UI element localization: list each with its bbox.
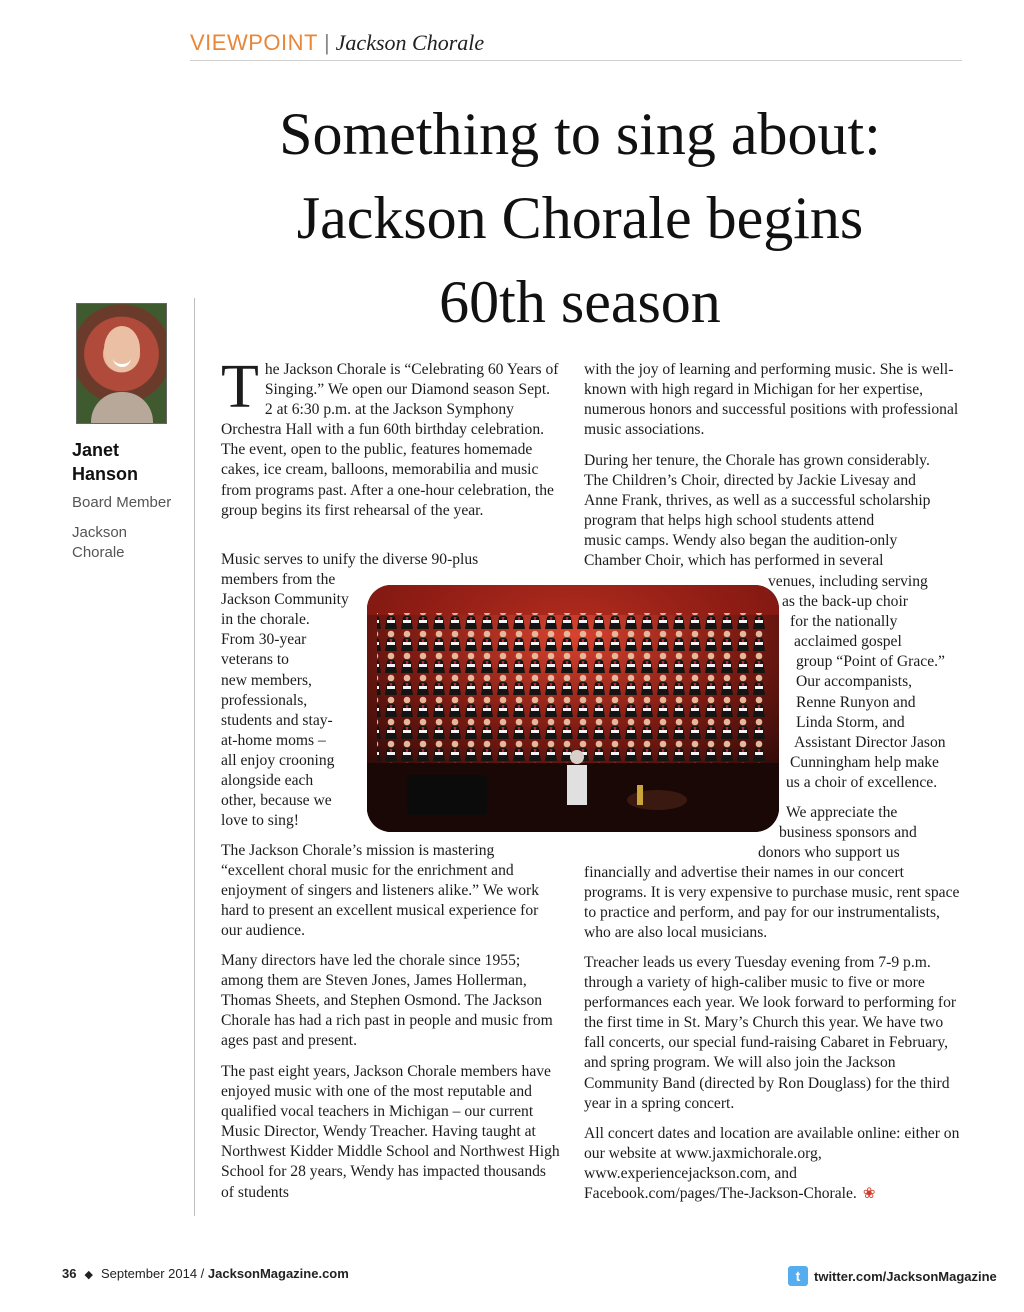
end-mark-icon: ❀ bbox=[862, 1186, 876, 1203]
page-number: 36 bbox=[62, 1266, 77, 1281]
section-label: VIEWPOINT bbox=[190, 30, 318, 55]
para-2-line: From 30-year bbox=[221, 631, 307, 649]
col2-para-2-line: During her tenure, the Chorale has grown considerably. bbox=[584, 452, 930, 469]
column-2-para-2-wrap bbox=[768, 572, 962, 793]
col2-para-3-text: financially and advertise their names in our concert programs. It is very expensive to purchase music, rent space to practice and perform, and pay for our instrumentalists, who are also local musicians. bbox=[584, 864, 960, 942]
author-org-line-1: Jackson bbox=[72, 524, 128, 541]
col2-para-2-line: The Children’s Choir, directed by Jackie Livesay and bbox=[584, 472, 916, 490]
col2-wrap-line: Cunningham help make bbox=[790, 753, 939, 771]
section-header bbox=[190, 30, 484, 56]
column-2-para-3-wrap bbox=[758, 803, 962, 863]
para-2-line: in the chorale. bbox=[221, 611, 310, 629]
column-2-para-3 bbox=[584, 863, 962, 943]
title-line-3: 60th season bbox=[439, 269, 721, 335]
author-org-line-2: Chorale bbox=[72, 544, 125, 561]
twitter-link[interactable]: twitter.com/JacksonMagazine bbox=[814, 1268, 997, 1284]
para-2-line: alongside each bbox=[221, 772, 314, 790]
header-separator: | bbox=[323, 30, 330, 55]
author-first-name: Janet bbox=[72, 440, 120, 460]
col2-wrap-line: Assistant Director Jason bbox=[794, 733, 946, 751]
para-1-intro: he Jackson Chorale is “Celebrating 60 Years of Singing.” We open our Diamond season Sept. 2 at 6:30 p.m. at the Jackson bbox=[264, 361, 559, 419]
col2-wrap-line: business sponsors and bbox=[779, 824, 917, 842]
para-2-line: new members, bbox=[221, 671, 312, 689]
col2-para-2-line: Chamber Choir, which has performed in several bbox=[584, 552, 884, 570]
column-1-para-5 bbox=[221, 1062, 561, 1203]
para-2-line: veterans to bbox=[221, 651, 289, 669]
twitter-icon: t bbox=[788, 1266, 808, 1286]
para-2-line: Jackson Community bbox=[221, 591, 349, 609]
column-2-para-4 bbox=[584, 953, 962, 1114]
para-2-line: other, because we bbox=[221, 792, 332, 810]
diamond-icon: ◆ bbox=[84, 1269, 93, 1281]
article-title bbox=[200, 92, 960, 344]
sidebar-divider bbox=[194, 298, 195, 1216]
column-2-para-1 bbox=[584, 360, 962, 440]
col2-wrap-line: donors who support us bbox=[758, 844, 900, 862]
website-link[interactable]: JacksonMagazine.com bbox=[207, 1266, 349, 1281]
para-2-line: students and stay- bbox=[221, 711, 333, 729]
header-divider bbox=[190, 60, 962, 61]
column-1-para-4 bbox=[221, 951, 561, 1051]
para-2-line: love to sing! bbox=[221, 812, 299, 830]
para-1-rest: Symphony Orchestra Hall with a fun 60th birthday celebration. The event, open to the public, features homemade cakes, ice cream, balloons, memorabilia and music from programs past. After a one-hour celebration, the group begins its first rehearsal of the year. bbox=[221, 401, 554, 519]
col2-wrap-line: Linda Storm, and bbox=[796, 713, 905, 731]
col2-para-5-text: All concert dates and location are available online: either on our website at www.jaxmichorale.org, www.experiencejackson.com, and Facebook.com/pages/The-Jackson-Chorale. bbox=[584, 1125, 960, 1203]
col2-wrap-line: Renne Runyon and bbox=[796, 693, 916, 711]
author-name bbox=[72, 438, 138, 486]
title-line-1: Something to sing about: bbox=[279, 101, 881, 167]
col2-wrap-line: We appreciate the bbox=[786, 804, 898, 821]
col2-wrap-line: us a choir of excellence. bbox=[786, 773, 938, 791]
para-2-line: professionals, bbox=[221, 691, 308, 709]
para-2-line: Music serves to unify the diverse 90-plus bbox=[221, 551, 479, 568]
drop-cap: T bbox=[221, 353, 259, 421]
choir-photo-illustration bbox=[367, 585, 779, 832]
para-4-text: Many directors have led the chorale since 1955; among them are Steven Jones, James Hollerman, Thomas Sheets, and Stephen Osmond. The Jackson Chorale has had a rich past in people and music from ages past and present. bbox=[221, 952, 553, 1050]
para-2-line: members from the bbox=[221, 571, 336, 589]
author-photo bbox=[76, 303, 167, 424]
twitter-handle[interactable] bbox=[788, 1266, 997, 1286]
page-footer bbox=[62, 1266, 349, 1281]
col2-wrap-line: acclaimed gospel bbox=[794, 633, 902, 651]
author-role: Board Member bbox=[72, 494, 172, 511]
para-5-text: The past eight years, Jackson Chorale members have enjoyed music with one of the most reputable and qualified vocal teachers in Michigan – our current Music Director, Wendy Treacher. Having taught at Northwest Kidder Middle School and Northwest High School for 28 years, Wendy has impacted thousands of students bbox=[221, 1063, 560, 1201]
para-2-line: at-home moms – bbox=[221, 731, 326, 749]
col2-wrap-line: venues, including serving bbox=[768, 573, 928, 590]
column-2-para-5 bbox=[584, 1124, 962, 1204]
column-1-para-1 bbox=[221, 353, 561, 521]
col2-wrap-line: Our accompanists, bbox=[796, 673, 913, 691]
author-last-name: Hanson bbox=[72, 464, 139, 484]
col2-para-1-text: with the joy of learning and performing music. She is well-known with high regard in Michigan for her expertise, numerous honors and successful positions with professional music associations. bbox=[584, 361, 959, 439]
col2-para-4-text: Treacher leads us every Tuesday evening from 7-9 p.m. through a variety of high-caliber music to five or more performances each year. We look forward to performing for the first time in St. Mary’s Church this year. We have two fall concerts, our special fund-raising Cabaret in February, and spring program. We will also join the Jackson Community Band (directed by Ron Douglass) for the third year in a spring concert. bbox=[584, 954, 957, 1112]
col2-para-2-line: Anne Frank, thrives, as well as a successful scholarship bbox=[584, 492, 931, 510]
col2-wrap-line: group “Point of Grace.” bbox=[796, 653, 945, 671]
author-organization bbox=[72, 523, 127, 563]
choir-performance-photo bbox=[367, 585, 779, 832]
column-1-para-3 bbox=[221, 841, 561, 941]
para-2-line: all enjoy crooning bbox=[221, 751, 335, 769]
col2-para-2-line: music camps. Wendy also began the audition-only bbox=[584, 532, 898, 550]
column-2-para-2 bbox=[584, 451, 962, 572]
para-3-text: The Jackson Chorale’s mission is mastering “excellent choral music for the enrichment and enjoyment of singers and listeners alike.” We work hard to present an excellent musical experience for our audience. bbox=[221, 842, 540, 940]
publication-name: Jackson Chorale bbox=[335, 30, 485, 55]
issue-date: September 2014 / bbox=[100, 1266, 205, 1281]
title-line-2: Jackson Chorale begins bbox=[296, 185, 864, 251]
col2-wrap-line: for the nationally bbox=[790, 613, 898, 631]
col2-wrap-line: as the back-up choir bbox=[782, 593, 908, 611]
col2-para-2-line: program that helps high school students attend bbox=[584, 512, 875, 530]
